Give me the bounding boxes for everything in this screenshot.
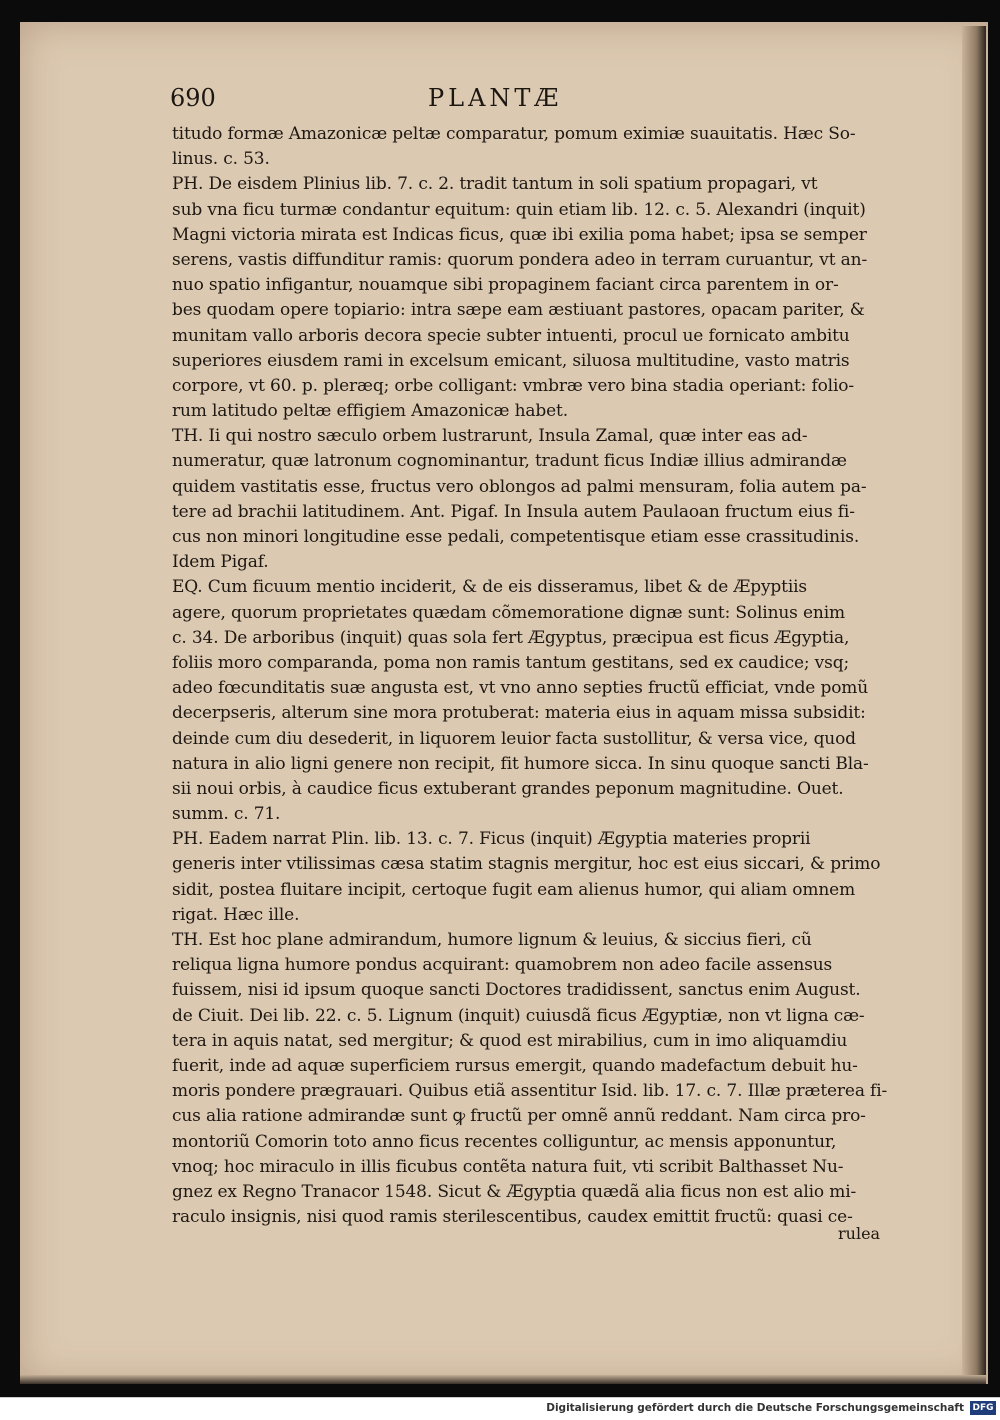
text-line: vnoq; hoc miraculo in illis ficubus contẽta natura fuit, vti scribit Balthasset Nu- bbox=[172, 1156, 844, 1177]
text-line: cus non minori longitudine esse pedali, competentisque etiam esse crassitudinis. bbox=[172, 527, 860, 547]
text-line: c. 34. De arboribus (inquit) quas sola fert Ægyptus, præcipua est ficus Ægyptia, bbox=[172, 627, 850, 648]
text-line: foliis moro comparanda, poma non ramis tantum gestitans, sed ex caudice; vsq; bbox=[172, 652, 850, 673]
text-line: rum latitudo peltæ effigiem Amazonicæ habet. bbox=[172, 401, 568, 422]
text-line: serens, vastis diffunditur ramis: quorum pondera adeo in terram curuantur, vt an- bbox=[172, 249, 868, 270]
text-line: sub vna ficu turmæ condantur equitum: quin etiam lib. 12. c. 5. Alexandri (inquit) bbox=[172, 199, 866, 220]
text-line: sii noui orbis, à caudice ficus extuberant grandes peponum magnitudine. Ouet. bbox=[172, 778, 844, 799]
text-line: corpore, vt 60. p. pleræq; orbe colligant: vmbræ vero bina stadia operiant: folio- bbox=[172, 375, 854, 396]
text-line: munitam vallo arboris decora specie subter intuenti, procul ue fornicato ambitu bbox=[172, 325, 850, 346]
text-line: linus. c. 53. bbox=[172, 149, 270, 170]
digitization-footer bbox=[0, 1397, 1000, 1420]
page-body-text bbox=[172, 122, 894, 1230]
text-line: EQ. Cum ficuum mentio inciderit, & de eis disseramus, libet & de Æpyptiis bbox=[172, 577, 807, 598]
text-line: bes quodam opere topiario: intra sæpe eam æstiuant pastores, opacam pariter, & bbox=[172, 300, 865, 321]
page-edge-right bbox=[962, 26, 986, 1382]
text-line: Magni victoria mirata est Indicas ficus, quæ ibi exilia poma habet; ipsa se semper bbox=[172, 224, 867, 245]
running-title: PLANTÆ bbox=[428, 84, 563, 112]
text-line: tera in aquis natat, sed mergitur; & quod est mirabilius, cum in imo aliquamdiu bbox=[172, 1030, 848, 1051]
text-line: fuerit, inde ad aquæ superficiem rursus emergit, quando madefactum debuit hu- bbox=[172, 1055, 858, 1076]
text-line: montoriũ Comorin toto anno ficus recentes colliguntur, ac mensis apponuntur, bbox=[172, 1131, 837, 1152]
text-line: natura in alio ligni genere non recipit, fit humore sicca. In sinu quoque sancti Bla- bbox=[172, 753, 869, 774]
text-line: Idem Pigaf. bbox=[172, 552, 269, 573]
text-line: gnez ex Regno Tranacor 1548. Sicut & Ægyptia quædã alia ficus non est alio mi- bbox=[172, 1181, 857, 1202]
text-line: fuissem, nisi id ipsum quoque sancti Doctores tradidissent, sanctus enim August. bbox=[172, 980, 861, 1001]
text-line: deinde cum diu desederit, in liquorem leuior facta sustollitur, & versa vice, quod bbox=[172, 728, 856, 749]
text-line: raculo insignis, nisi quod ramis sterilescentibus, caudex emittit fructũ: quasi ce- bbox=[172, 1207, 853, 1228]
text-line: quidem vastitatis esse, fructus vero oblongos ad palmi mensuram, folia autem pa- bbox=[172, 476, 867, 497]
text-line: superiores eiusdem rami in excelsum emicant, siluosa multitudine, vasto matris bbox=[172, 350, 850, 371]
text-line: titudo formæ Amazonicæ peltæ comparatur, pomum eximiæ suauitatis. Hæc So- bbox=[172, 124, 856, 144]
text-line: moris pondere prægrauari. Quibus etiã assentitur Isid. lib. 17. c. 7. Illæ præterea fi- bbox=[172, 1081, 888, 1102]
text-line: decerpseris, alterum sine mora protuberat: materia eius in aquam missa subsidit: bbox=[172, 703, 866, 724]
text-line: summ. c. 71. bbox=[172, 804, 281, 825]
text-line: adeo fœcunditatis suæ angusta est, vt vno anno septies fructũ efficiat, vnde pomũ bbox=[172, 678, 869, 699]
text-line: de Ciuit. Dei lib. 22. c. 5. Lignum (inquit) cuiusdã ficus Ægyptiæ, non vt ligna cæ- bbox=[172, 1005, 865, 1026]
text-line: numeratur, quæ latronum cognominantur, tradunt ficus Indiæ illius admirandæ bbox=[172, 451, 847, 472]
page-header bbox=[170, 84, 910, 118]
text-line: nuo spatio infigantur, nouamque sibi propaginem faciant circa parentem in or- bbox=[172, 275, 839, 296]
text-line: reliqua ligna humore pondus acquirant: quamobrem non adeo facile assensus bbox=[172, 955, 833, 976]
text-line: PH. Eadem narrat Plin. lib. 13. c. 7. Ficus (inquit) Ægyptia materies proprii bbox=[172, 829, 811, 850]
text-line: PH. De eisdem Plinius lib. 7. c. 2. tradit tantum in soli spatium propagari, vt bbox=[172, 174, 818, 195]
text-line: TH. Est hoc plane admirandum, humore lignum & leuius, & siccius fieri, cũ bbox=[172, 930, 812, 950]
text-line: TH. Ii qui nostro sæculo orbem lustrarunt, Insula Zamal, quæ inter eas ad- bbox=[172, 426, 808, 447]
page-number: 690 bbox=[170, 84, 216, 112]
text-line: generis inter vtilissimas cæsa statim stagnis mergitur, hoc est eius siccari, & primo bbox=[172, 854, 881, 875]
funding-credit: Digitalisierung gefördert durch die Deutsche Forschungsgemeinschaft bbox=[546, 1402, 964, 1414]
text-line: cus alia ratione admirandæ sunt ꝙ fructũ per omnẽ annũ reddant. Nam circa pro- bbox=[172, 1106, 866, 1127]
text-line: sidit, postea fluitare incipit, certoque fugit eam alienus humor, qui aliam omnem bbox=[172, 879, 856, 900]
text-line: agere, quorum proprietates quædam cõmemoratione dignæ sunt: Solinus enim bbox=[172, 602, 845, 623]
text-line: tere ad brachii latitudinem. Ant. Pigaf. In Insula autem Paulaoan fructum eius fi- bbox=[172, 501, 855, 522]
dfg-logo: DFG bbox=[970, 1401, 996, 1415]
page-edge-bottom bbox=[20, 1375, 986, 1384]
catchword: rulea bbox=[838, 1224, 881, 1243]
text-line: rigat. Hæc ille. bbox=[172, 904, 300, 925]
